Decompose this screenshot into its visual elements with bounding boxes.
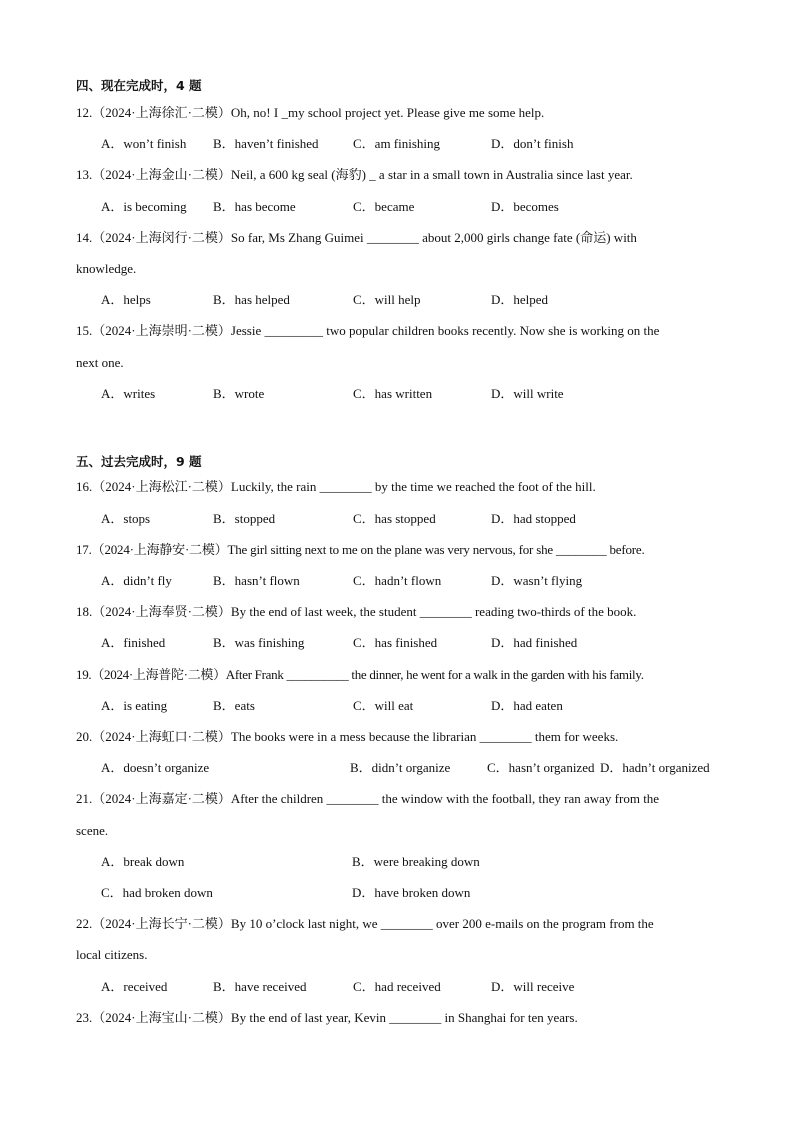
question-15-text: 15.（2024·上海崇明·二模）Jessie _________ two popular children books recently. Now she is working on the — [76, 323, 660, 338]
question-22-option-a[interactable]: A．received — [101, 979, 168, 994]
question-20-option-a[interactable]: A．doesn’t organize — [101, 760, 210, 775]
question-16-option-b[interactable]: B．stopped — [213, 511, 276, 526]
question-18-option-a[interactable]: A．finished — [101, 635, 166, 650]
question-22-option-c[interactable]: C．had received — [353, 979, 441, 994]
question-14-option-c[interactable]: C．will help — [353, 292, 421, 307]
question-22-option-d[interactable]: D．will receive — [491, 979, 575, 994]
question-18-text: 18.（2024·上海奉贤·二模）By the end of last week, the student ________ reading two-thirds of the book. — [76, 604, 637, 619]
question-19-text: 19.（2024·上海普陀·二模）After Frank __________ the dinner, he went for a walk in the garden with his family. — [76, 667, 644, 682]
question-17-option-a[interactable]: A．didn’t fly — [101, 573, 172, 588]
question-14-text: 14.（2024·上海闵行·二模）So far, Ms Zhang Guimei ________ about 2,000 girls change fate (命运) with — [76, 230, 637, 245]
question-15-option-c[interactable]: C．has written — [353, 386, 433, 401]
question-17-option-c[interactable]: C．hadn’t flown — [353, 573, 442, 588]
question-20-option-c[interactable]: C．hasn’t organized — [487, 760, 595, 775]
question-17-option-b[interactable]: B．hasn’t flown — [213, 573, 300, 588]
question-12-option-d[interactable]: D．don’t finish — [491, 136, 574, 151]
question-17-option-d[interactable]: D．wasn’t flying — [491, 573, 583, 588]
question-21-option-d[interactable]: D．have broken down — [352, 885, 471, 900]
question-23-text: 23.（2024·上海宝山·二模）By the end of last year, Kevin ________ in Shanghai for ten years. — [76, 1010, 578, 1025]
question-14-option-b[interactable]: B．has helped — [213, 292, 290, 307]
question-19-option-a[interactable]: A．is eating — [101, 698, 168, 713]
question-21-option-c[interactable]: C．had broken down — [101, 885, 213, 900]
section-heading: 四、现在完成时，4 题 — [76, 78, 202, 93]
question-13-option-b[interactable]: B．has become — [213, 199, 296, 214]
question-22-option-b[interactable]: B．have received — [213, 979, 307, 994]
question-16-option-a[interactable]: A．stops — [101, 511, 151, 526]
question-13-option-c[interactable]: C．became — [353, 199, 415, 214]
question-20-option-b[interactable]: B．didn’t organize — [350, 760, 451, 775]
question-20-text: 20.（2024·上海虹口·二模）The books were in a mess because the librarian ________ them for weeks. — [76, 729, 619, 744]
question-13-option-a[interactable]: A．is becoming — [101, 199, 187, 214]
question-18-option-b[interactable]: B．was finishing — [213, 635, 305, 650]
question-19-option-c[interactable]: C．will eat — [353, 698, 414, 713]
question-14-option-d[interactable]: D．helped — [491, 292, 549, 307]
question-15-option-b[interactable]: B．wrote — [213, 386, 265, 401]
question-18-option-c[interactable]: C．has finished — [353, 635, 438, 650]
question-12-option-b[interactable]: B．haven’t finished — [213, 136, 319, 151]
question-13-text: 13.（2024·上海金山·二模）Neil, a 600 kg seal (海豹) _ a star in a small town in Australia since last year. — [76, 167, 633, 182]
question-12-text: 12.（2024·上海徐汇·二模）Oh, no! I _my school project yet. Please give me some help. — [76, 105, 545, 120]
question-15-text-cont: next one. — [76, 355, 124, 370]
question-20-option-d[interactable]: D．hadn’t organized — [600, 760, 710, 775]
question-19-option-b[interactable]: B．eats — [213, 698, 255, 713]
question-16-text: 16.（2024·上海松江·二模）Luckily, the rain ________ by the time we reached the foot of the hill. — [76, 479, 596, 494]
question-22-text: 22.（2024·上海长宁·二模）By 10 o’clock last night, we ________ over 200 e-mails on the program from the — [76, 916, 654, 931]
question-12-option-a[interactable]: A．won’t finish — [101, 136, 187, 151]
question-15-option-d[interactable]: D．will write — [491, 386, 564, 401]
question-14-text-cont: knowledge. — [76, 261, 137, 276]
question-19-option-d[interactable]: D．had eaten — [491, 698, 563, 713]
section-heading: 五、过去完成时，9 题 — [76, 454, 202, 469]
question-12-option-c[interactable]: C．am finishing — [353, 136, 441, 151]
question-17-text: 17.（2024·上海静安·二模）The girl sitting next to me on the plane was very nervous, for she ________ before. — [76, 542, 645, 557]
question-13-option-d[interactable]: D．becomes — [491, 199, 559, 214]
question-18-option-d[interactable]: D．had finished — [491, 635, 578, 650]
question-21-text: 21.（2024·上海嘉定·二模）After the children ________ the window with the football, they ran away from the — [76, 791, 660, 806]
question-21-option-b[interactable]: B．were breaking down — [352, 854, 480, 869]
question-22-text-cont: local citizens. — [76, 947, 148, 962]
question-16-option-d[interactable]: D．had stopped — [491, 511, 576, 526]
question-16-option-c[interactable]: C．has stopped — [353, 511, 436, 526]
question-21-text-cont: scene. — [76, 823, 109, 838]
question-14-option-a[interactable]: A．helps — [101, 292, 151, 307]
question-15-option-a[interactable]: A．writes — [101, 386, 156, 401]
question-21-option-a[interactable]: A．break down — [101, 854, 185, 869]
